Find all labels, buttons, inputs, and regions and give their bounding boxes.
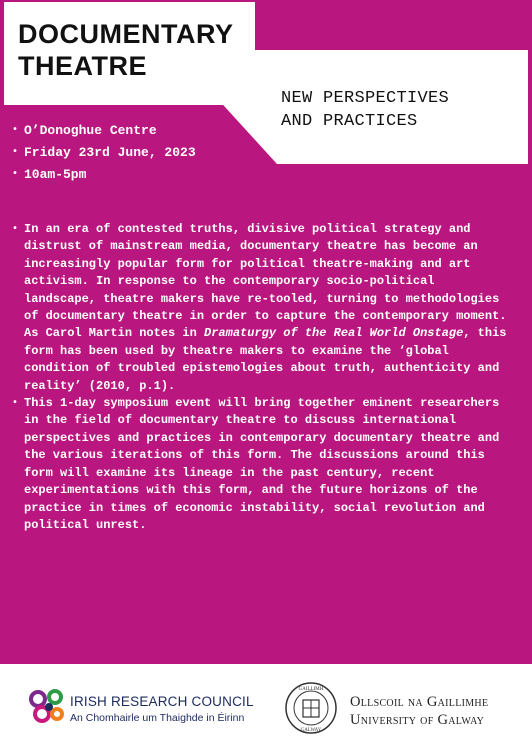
paragraph-1-part-b: , this form has been used by theatre makers to examine the ‘global condition of troubled epistemologies about truth, authenticity and reality’ (2010, p.1). (24, 326, 507, 393)
svg-text:GALWAY: GALWAY (300, 728, 322, 733)
paragraph-2 (12, 395, 512, 534)
paragraph-1-text (24, 221, 512, 395)
book-title: Dramaturgy of the Real World Onstage (204, 326, 464, 341)
time-item (12, 164, 312, 186)
bullet-icon: • (12, 169, 19, 180)
poster-subtitle (281, 87, 526, 133)
date-item (12, 142, 312, 164)
paragraph-1 (12, 221, 512, 395)
date-text: Friday 23rd June, 2023 (24, 145, 196, 160)
time-text: 10am-5pm (24, 167, 87, 182)
irish-research-council-logo-icon (28, 687, 66, 727)
svg-text:GAILLIMH: GAILLIMH (298, 687, 324, 692)
bullet-icon: • (12, 147, 19, 158)
poster-title (18, 18, 234, 82)
subtitle-line-1: NEW PERSPECTIVES (281, 89, 450, 108)
irc-tagline: An Chomhairle um Thaighde in Éirinn (70, 712, 245, 724)
event-description (12, 221, 512, 534)
event-details (12, 120, 312, 186)
title-line-2: THEATRE (18, 51, 147, 81)
university-name-irish: Ollscoil na Gaillimhe (350, 694, 489, 710)
paragraph-2-text: This 1-day symposium event will bring together eminent researchers in the field of documentary theatre to discuss international perspectives and practices in contemporary documentary theatre and the various iterations of this form. The discussions around this form will examine its lineage in the past century, recent experimentations with this form, and the future horizons of the practice in times of economic instability, social revolution and political unrest. (24, 396, 500, 532)
title-line-1: DOCUMENTARY (18, 19, 234, 49)
venue-text: O’Donoghue Centre (24, 123, 157, 138)
bullet-icon: • (12, 224, 19, 235)
irc-name: IRISH RESEARCH COUNCIL (70, 694, 254, 709)
bullet-icon: • (12, 398, 19, 410)
university-seal-icon (284, 681, 338, 735)
subtitle-line-2: AND PRACTICES (281, 112, 418, 131)
bullet-icon: • (12, 125, 19, 136)
paragraph-1-part-a: In an era of contested truths, divisive political strategy and distrust of mainstream media, documentary theatre has become an increasingly popular form for political theatre-making and art activism. In response to the contemporary socio-political landscape, theatre makers have re-tooled, turning to methodologies of documentary theatre in order to capture the contemporary moment. As Carol Martin notes in (24, 222, 507, 341)
university-name-english: University of Galway (350, 712, 485, 728)
venue-item (12, 120, 312, 142)
